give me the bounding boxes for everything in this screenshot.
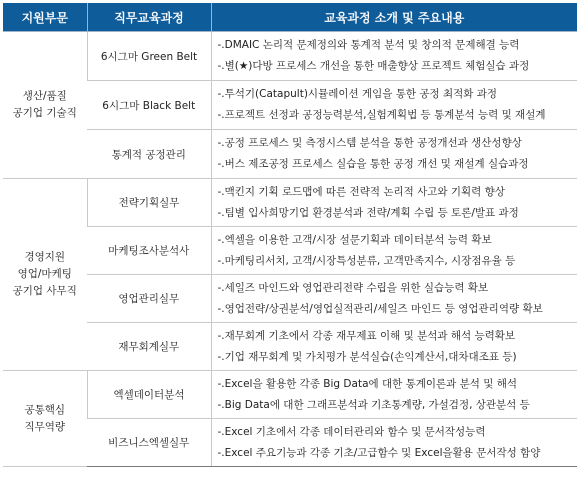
- dept-cell: [3, 32, 87, 179]
- dept-line: 영업/마케팅: [17, 268, 72, 280]
- description-line: -.공정 프로세스 및 측정시스템 분석을 통한 공정개선과 생산성향상: [217, 137, 522, 149]
- description-line: -.엑셀을 이용한 고객/시장 설문기획과 데이터분석 능력 확보: [217, 233, 492, 246]
- course-name: 6시그마 Black Belt: [87, 81, 211, 130]
- description-line: -.팀별 입사희망기업 환경분석과 전략/계획 수립 등 토론/발표 과정: [217, 206, 519, 219]
- course-name: 통계적 공정관리: [87, 130, 211, 179]
- table-row: [3, 227, 577, 275]
- table-row: [3, 323, 577, 371]
- course-description: [211, 419, 577, 467]
- description-line: -.재무회계 기초에서 각종 재무제표 이해 및 분석과 해석 능력확보: [217, 329, 516, 342]
- table-row: [3, 419, 577, 467]
- table-row: [3, 371, 577, 419]
- description-line: -.투석기(Catapult)시뮬레이션 게임을 통한 공정 최적화 과정: [217, 88, 498, 100]
- course-name: 엑셀데이터분석: [87, 371, 211, 419]
- table-row: [3, 130, 577, 179]
- curriculum-table: [3, 3, 577, 467]
- course-description: [211, 371, 577, 419]
- course-description: [211, 130, 577, 179]
- description-line: -.Excel을 활용한 각종 Big Data에 대한 통계이론과 분석 및 해석: [217, 377, 518, 390]
- description-line: -.Excel 기초에서 각종 데이터관리와 함수 및 문서작성능력: [217, 425, 486, 438]
- curriculum-table-container: [3, 3, 577, 484]
- course-description: [211, 81, 577, 130]
- dept-line: 공통핵심: [24, 403, 66, 416]
- course-description: [211, 275, 577, 323]
- dept-line: 직무역량: [24, 420, 66, 433]
- description-line: -.별(★)다방 프로세스 개선을 통한 매출향상 프로젝트 체험실습 과정: [217, 60, 530, 72]
- header-description: 교육과정 소개 및 주요내용: [211, 3, 577, 32]
- table-row: [3, 32, 577, 81]
- description-line: -.맥킨지 기획 로드맵에 따른 전략적 논리적 사고와 기획력 향상: [217, 185, 505, 198]
- description-line: -.Big Data에 대한 그래프분석과 기초통계량, 가설검정, 상관분석 등: [217, 398, 530, 411]
- course-description: [211, 323, 577, 371]
- dept-line: 생산/품질: [22, 90, 67, 102]
- course-description: [211, 179, 577, 227]
- course-name: 6시그마 Green Belt: [87, 32, 211, 81]
- course-name: 비즈니스엑셀실무: [87, 419, 211, 467]
- dept-line: 공기업 사무직: [12, 285, 77, 297]
- description-line: -.프로젝트 선정과 공정능력분석,실험계획법 등 통계분석 능력 및 재설계: [217, 109, 546, 121]
- table-row: [3, 179, 577, 227]
- dept-cell: [3, 179, 87, 371]
- description-line: -.버스 제조공정 프로세스 실습을 통한 공정 개선 및 재설계 실습과정: [217, 158, 529, 170]
- course-name: 재무회계실무: [87, 323, 211, 371]
- course-description: [211, 32, 577, 81]
- course-description: [211, 227, 577, 275]
- table-row: [3, 275, 577, 323]
- description-line: -.영업전략/상권분석/영업실적관리/세일즈 마인드 등 영업관리역량 확보: [217, 302, 543, 315]
- header-course: 직무교육과정: [87, 3, 211, 32]
- course-name: 마케팅조사분석사: [87, 227, 211, 275]
- dept-cell: [3, 371, 87, 467]
- description-line: -.세일즈 마인드와 영업관리전략 수립을 위한 실습능력 확보: [217, 281, 489, 294]
- dept-line: 경영지원: [24, 251, 66, 263]
- description-line: -.Excel 주요기능과 각종 기초/고급함수 및 Excel을활용 문서작성 함양: [217, 446, 541, 459]
- course-name: 전략기획실무: [87, 179, 211, 227]
- description-line: -.DMAIC 논리적 문제정의와 통계적 분석 및 창의적 문제해결 능력: [217, 39, 520, 51]
- header-row: [3, 3, 577, 32]
- description-line: -.마케팅리서치, 고객/시장특성분류, 고객만족지수, 시장점유율 등: [217, 254, 516, 267]
- course-name: 영업관리실무: [87, 275, 211, 323]
- description-line: -.기업 재무회계 및 가치평가 분석실습(손익계산서,대차대조표 등): [217, 350, 517, 363]
- dept-line: 공기업 기술직: [12, 107, 77, 119]
- table-row: [3, 81, 577, 130]
- header-dept: 지원부문: [3, 3, 87, 32]
